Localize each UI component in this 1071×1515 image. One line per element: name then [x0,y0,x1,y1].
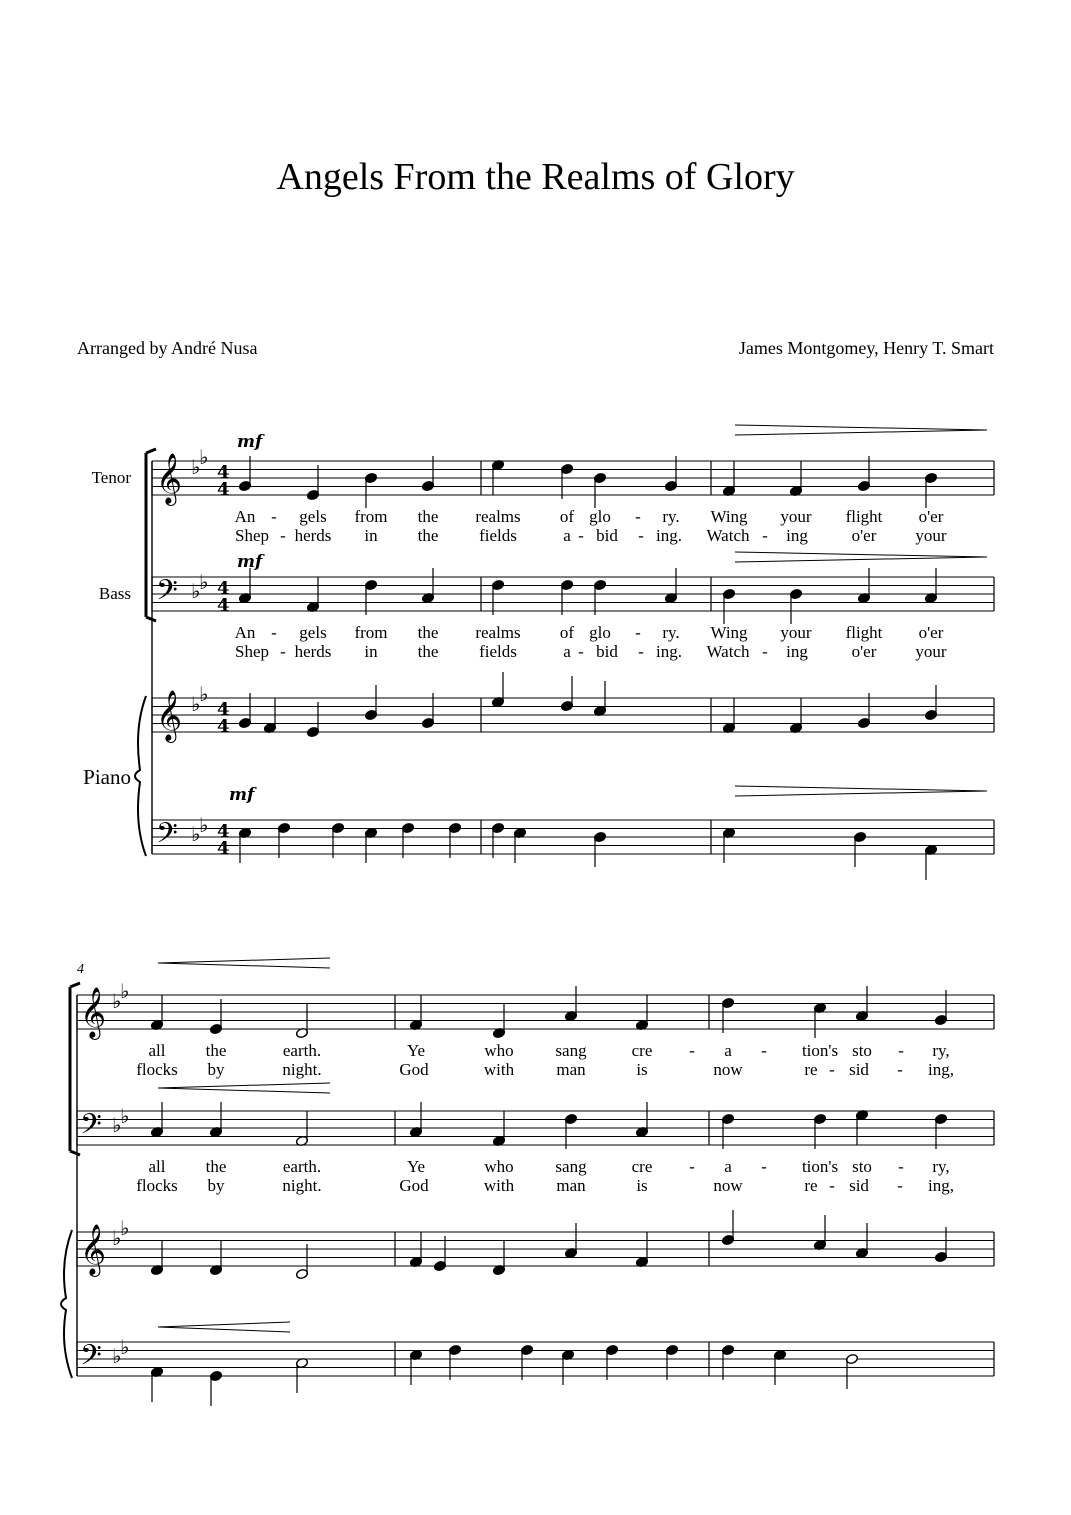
svg-text:An: An [234,507,256,526]
svg-text:tion's: tion's [801,1041,839,1060]
treble-clef-icon: 𝄞 [80,987,107,1038]
svg-text:sang: sang [555,1041,587,1060]
svg-text:your: your [915,642,947,661]
svg-text:a: a [724,1157,732,1176]
svg-text:a: a [563,642,571,661]
key-signature-flats: ♭ [191,692,201,716]
crescendo-hairpin [158,963,330,968]
bass-lyrics-verse1 [235,623,944,642]
svg-text:God: God [399,1176,429,1195]
svg-text:re: re [804,1060,818,1079]
svg-text:ing,: ing, [928,1176,954,1195]
tenor-staff-2 [77,995,994,1029]
svg-text:o'er: o'er [918,507,944,526]
svg-text:-: - [898,1157,904,1176]
svg-text:Ye: Ye [406,1157,426,1176]
svg-text:ry.: ry. [662,623,680,642]
dynamic-mf-piano: mf [229,785,255,805]
composer-credit: James Montgomey, Henry T. Smart [738,338,994,358]
tenor-staff [152,461,994,495]
bass-lyrics-system2-verse1 [149,1157,950,1176]
svg-text:Wing: Wing [710,623,748,642]
svg-text:with: with [483,1060,515,1079]
bass-lyrics-system2-verse2 [136,1176,954,1195]
svg-text:the: the [417,526,439,545]
crescendo-hairpin [158,958,330,963]
bass-clef-icon: 𝄢 [156,817,178,857]
measure-number: 4 [77,962,84,977]
key-signature-flats: ♭ [199,570,209,594]
svg-text:flocks: flocks [136,1060,178,1079]
svg-text:Watch: Watch [706,642,750,661]
svg-text:all: all [148,1157,166,1176]
svg-text:sto: sto [852,1157,872,1176]
notes [150,456,950,1406]
svg-text:ing,: ing, [928,1060,954,1079]
choir-bracket [146,449,156,621]
choir-bracket [70,983,80,1155]
svg-text:night.: night. [282,1176,322,1195]
svg-text:man: man [556,1060,586,1079]
svg-text:-: - [829,1060,835,1079]
svg-text:flocks: flocks [136,1176,178,1195]
svg-text:a: a [724,1041,732,1060]
svg-text:from: from [354,623,388,642]
svg-text:-: - [280,642,286,661]
time-signature: 4 [217,821,230,842]
piano-treble-staff-2 [77,1232,994,1266]
svg-text:all: all [148,1041,166,1060]
svg-text:-: - [897,1176,903,1195]
decrescendo-hairpin [735,425,987,430]
svg-text:by: by [207,1060,225,1079]
svg-text:earth.: earth. [282,1041,322,1060]
decrescendo-hairpin [735,786,987,791]
svg-text:gels: gels [299,623,327,642]
svg-text:Shep: Shep [235,642,269,661]
decrescendo-hairpin [735,557,987,562]
svg-text:the: the [417,507,439,526]
piano-bass-staff [152,820,994,854]
decrescendo-hairpin [735,791,987,796]
bass-clef-icon: 𝄢 [156,574,178,614]
svg-text:fields: fields [479,526,517,545]
svg-text:who: who [484,1041,514,1060]
svg-text:by: by [207,1176,225,1195]
time-signature: 4 [217,699,230,720]
key-signature-flats: ♭ [112,1226,122,1250]
svg-text:ing.: ing. [656,642,682,661]
piano-treble-staff [152,698,994,732]
time-signature: 4 [217,578,230,599]
bass-lyrics-verse2 [235,642,947,661]
svg-text:Wing: Wing [710,507,748,526]
svg-text:-: - [898,1041,904,1060]
piano-label: Piano [83,765,131,789]
key-signature-flats: ♭ [120,1335,130,1359]
svg-text:realms: realms [475,623,521,642]
key-signature-flats: ♭ [120,1216,130,1240]
svg-text:glo: glo [589,623,611,642]
tenor-lyrics-verse1 [235,507,944,526]
svg-text:Shep: Shep [235,526,269,545]
svg-text:of: of [559,507,575,526]
decrescendo-hairpin [735,552,987,557]
svg-text:fields: fields [479,642,517,661]
svg-text:your: your [780,623,812,642]
svg-text:-: - [578,526,584,545]
key-signature-flats: ♭ [112,989,122,1013]
svg-text:herds: herds [294,526,332,545]
svg-text:-: - [635,623,641,642]
svg-text:the: the [205,1157,227,1176]
tenor-lyrics-system2-verse1 [149,1041,950,1060]
svg-text:your: your [780,507,812,526]
piano-brace [61,1230,72,1378]
bass-clef-icon: 𝄢 [80,1339,102,1379]
svg-text:cre: cre [631,1157,653,1176]
svg-text:An: An [234,623,256,642]
key-signature-flats: ♭ [112,1113,122,1137]
svg-text:cre: cre [631,1041,653,1060]
svg-text:bid: bid [596,526,618,545]
svg-text:God: God [399,1060,429,1079]
decrescendo-hairpin [735,430,987,435]
dynamic-mf-tenor: mf [237,432,263,452]
crescendo-hairpin [158,1322,290,1327]
svg-text:tion's: tion's [801,1157,839,1176]
svg-text:realms: realms [475,507,521,526]
time-signature: 4 [217,838,230,859]
svg-text:ry.: ry. [662,507,680,526]
svg-text:-: - [689,1041,695,1060]
svg-text:herds: herds [294,642,332,661]
time-signature: 4 [217,462,230,483]
svg-text:sid: sid [849,1060,869,1079]
svg-text:sang: sang [555,1157,587,1176]
svg-text:-: - [638,526,644,545]
bass-clef-icon: 𝄢 [80,1108,102,1148]
tenor-label: Tenor [91,468,131,487]
key-signature-flats: ♭ [199,445,209,469]
time-signature: 4 [217,716,230,737]
svg-text:-: - [761,1157,767,1176]
svg-text:in: in [364,526,378,545]
svg-text:is: is [636,1060,648,1079]
time-signature: 4 [217,595,230,616]
svg-text:-: - [578,642,584,661]
svg-text:-: - [638,642,644,661]
svg-text:-: - [689,1157,695,1176]
svg-text:-: - [829,1176,835,1195]
svg-text:flight: flight [845,623,883,642]
tenor-lyrics-system2-verse2 [136,1060,954,1079]
svg-text:the: the [417,642,439,661]
key-signature-flats: ♭ [191,579,201,603]
key-signature-flats: ♭ [120,1104,130,1128]
svg-text:Watch: Watch [706,526,750,545]
svg-text:-: - [635,507,641,526]
svg-text:re: re [804,1176,818,1195]
treble-clef-icon: 𝄞 [156,453,183,504]
svg-text:bid: bid [596,642,618,661]
svg-text:sto: sto [852,1041,872,1060]
svg-text:sid: sid [849,1176,869,1195]
svg-text:-: - [271,507,277,526]
key-signature-flats: ♭ [199,682,209,706]
svg-text:earth.: earth. [282,1157,322,1176]
svg-text:ing: ing [786,526,808,545]
svg-text:with: with [483,1176,515,1195]
svg-text:the: the [417,623,439,642]
key-signature-flats: ♭ [112,1344,122,1368]
svg-text:-: - [280,526,286,545]
svg-text:Ye: Ye [406,1041,426,1060]
crescendo-hairpin [158,1083,330,1088]
crescendo-hairpin [158,1088,330,1093]
key-signature-flats: ♭ [199,813,209,837]
svg-text:flight: flight [845,507,883,526]
score-title: Angels From the Realms of Glory [276,156,795,198]
svg-text:gels: gels [299,507,327,526]
svg-text:now: now [713,1176,743,1195]
svg-text:ry,: ry, [932,1041,950,1060]
svg-text:your: your [915,526,947,545]
svg-text:from: from [354,507,388,526]
treble-clef-icon: 𝄞 [80,1224,107,1275]
svg-text:the: the [205,1041,227,1060]
svg-text:ing: ing [786,642,808,661]
arranger-credit: Arranged by André Nusa [77,338,258,358]
svg-text:glo: glo [589,507,611,526]
svg-text:o'er: o'er [918,623,944,642]
key-signature-flats: ♭ [191,455,201,479]
dynamic-mf-bass: mf [237,552,263,572]
svg-text:-: - [271,623,277,642]
svg-text:man: man [556,1176,586,1195]
svg-text:-: - [897,1060,903,1079]
piano-brace [135,696,146,856]
key-signature-flats: ♭ [120,979,130,1003]
svg-text:ry,: ry, [932,1157,950,1176]
svg-text:is: is [636,1176,648,1195]
treble-clef-icon: 𝄞 [156,690,183,741]
tenor-lyrics-verse2 [235,526,947,545]
svg-text:now: now [713,1060,743,1079]
svg-text:a: a [563,526,571,545]
svg-text:in: in [364,642,378,661]
svg-text:o'er: o'er [851,642,877,661]
time-signature: 4 [217,479,230,500]
svg-text:o'er: o'er [851,526,877,545]
svg-text:who: who [484,1157,514,1176]
svg-text:-: - [762,526,768,545]
bass-label: Bass [98,584,131,603]
svg-text:night.: night. [282,1060,322,1079]
svg-text:of: of [559,623,575,642]
crescendo-hairpin [158,1327,290,1332]
staff-lines [61,425,994,1379]
svg-text:-: - [762,642,768,661]
svg-text:ing.: ing. [656,526,682,545]
key-signature-flats: ♭ [191,822,201,846]
svg-text:-: - [761,1041,767,1060]
